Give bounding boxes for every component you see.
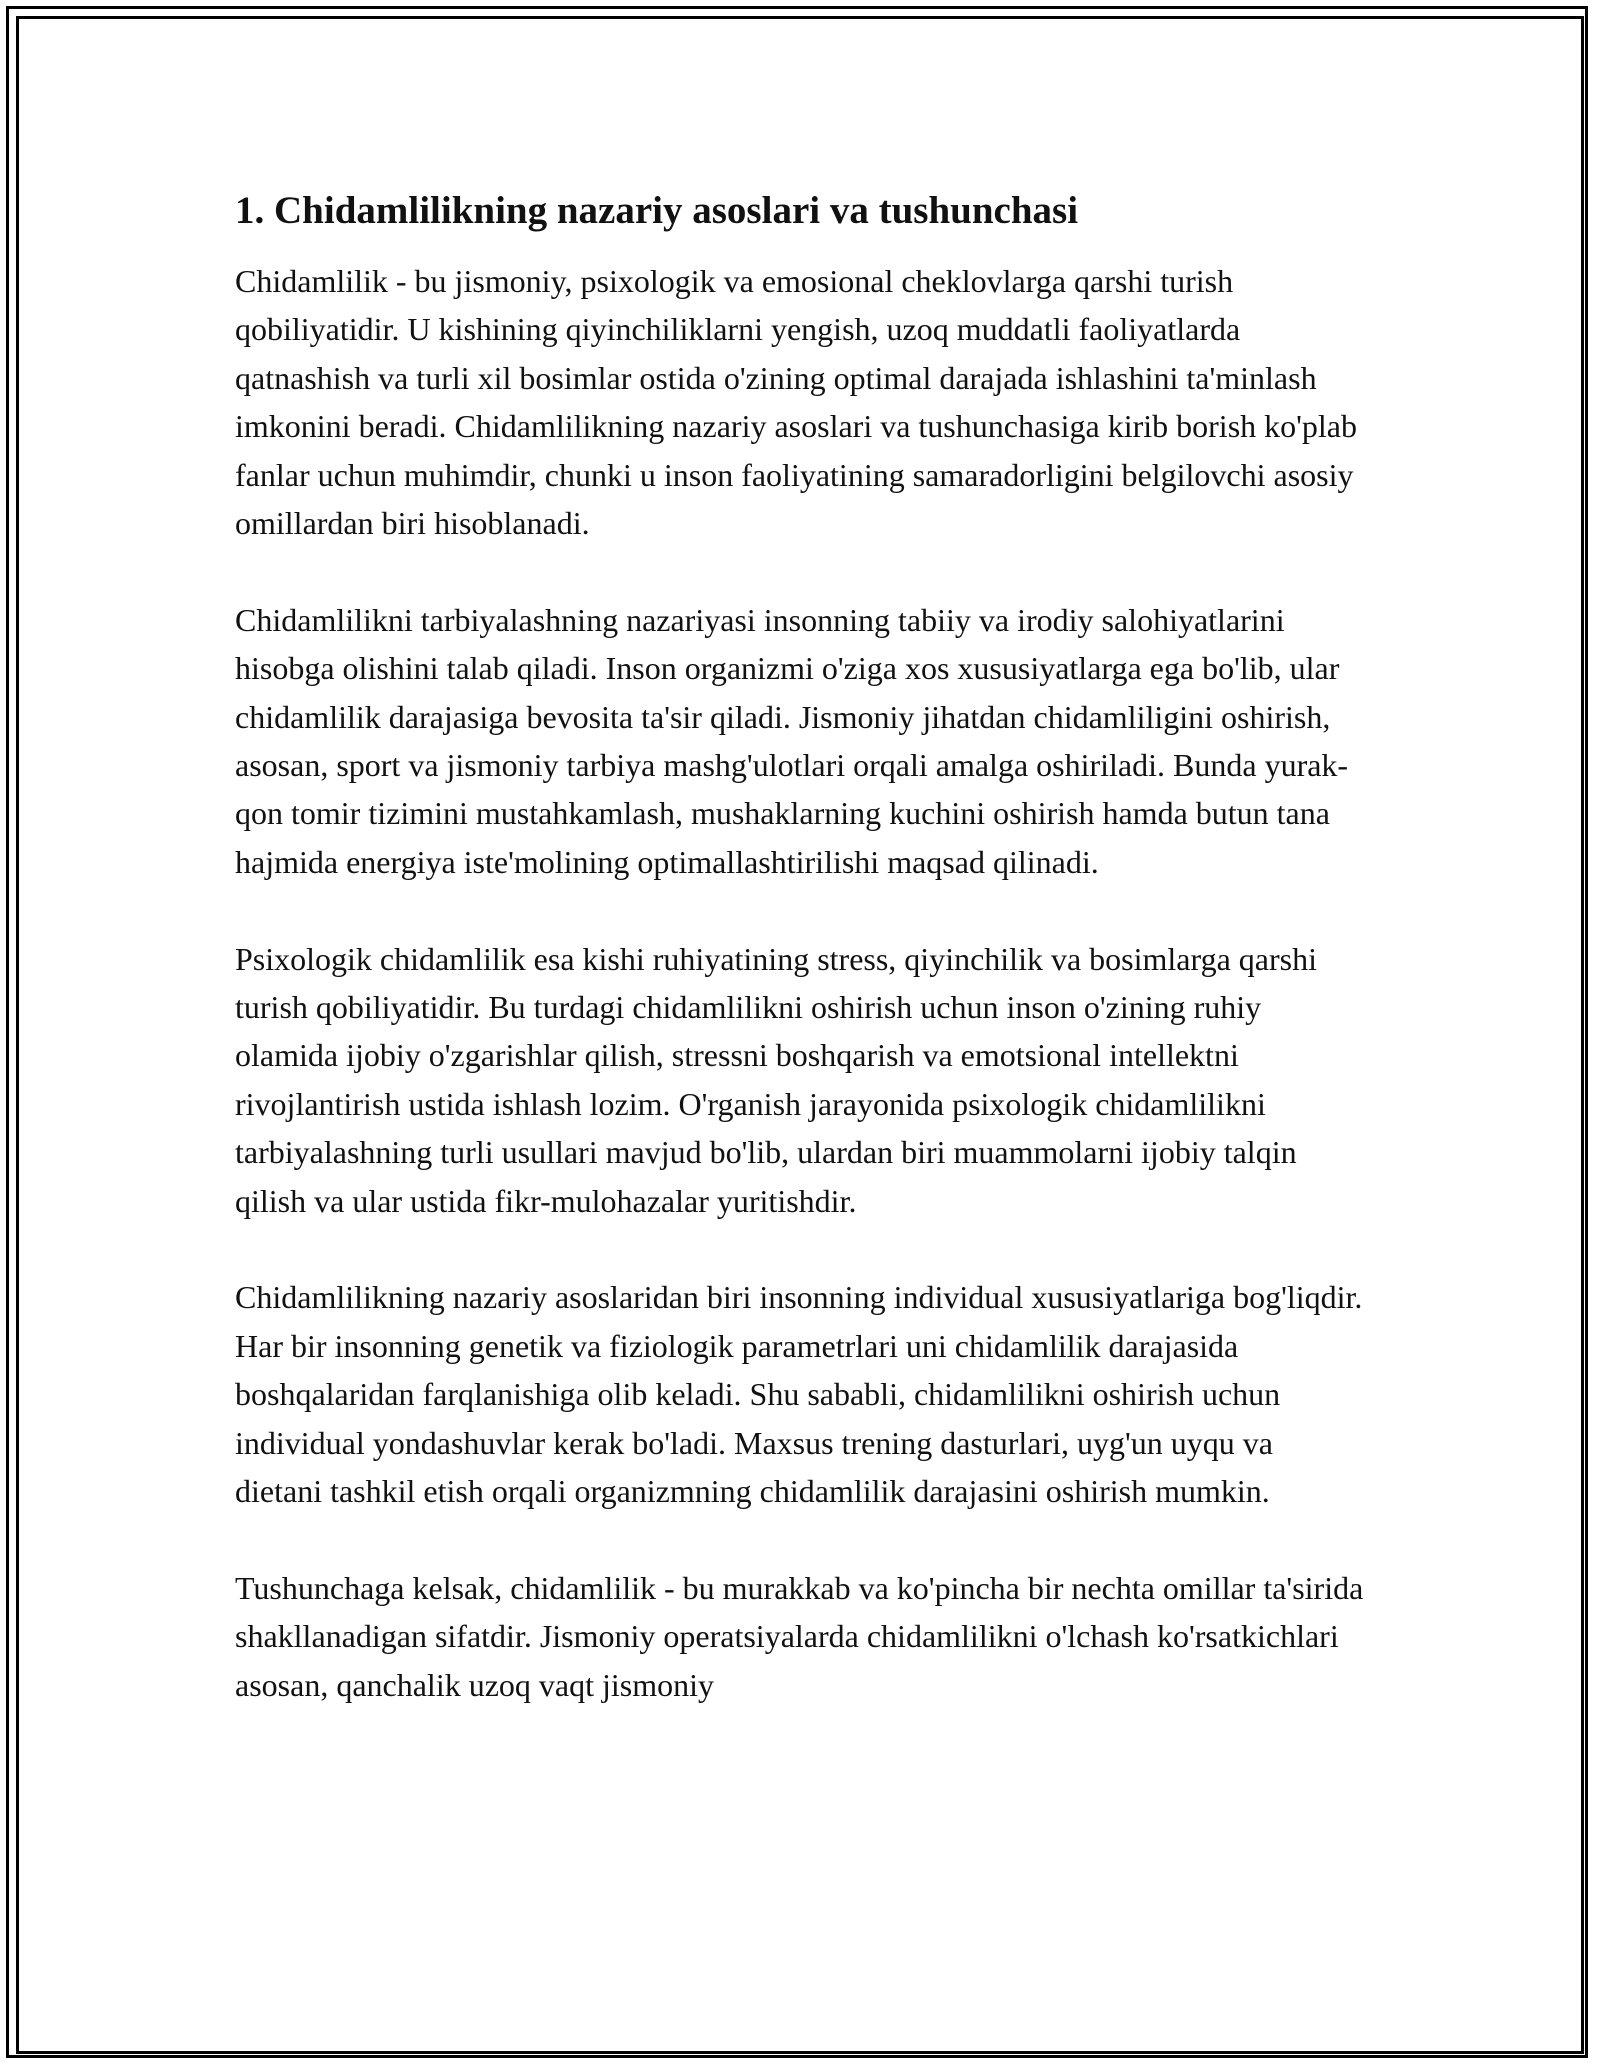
section-heading: 1. Chidamlilikning nazariy asoslari va tushunchasi xyxy=(235,189,1079,232)
paragraph: Chidamlilik - bu jismoniy, psixologik va emosional cheklovlarga qarshi turish qobiliyatidir. U kishining qiyinchiliklarni yengish, uzoq muddatli faoliyatlarda qatnashish va turli xil bosimlar ostida o'zining optimal darajada ishlashini ta'minlash imkonini beradi. Chidamlilikning nazariy asoslari va tushunchasiga kirib borish ko'plab fanlar uchun muhimdir, chunki u inson faoliyatining samaradorligini belgilovchi asosiy omillardan biri hisoblanadi. xyxy=(235,263,1357,542)
paragraph: Psixologik chidamlilik esa kishi ruhiyatining stress, qiyinchilik va bosimlarga qarshi turish qobiliyatidir. Bu turdagi chidamlilikni oshirish uchun inson o'zining ruhiy olamida ijobiy o'zgarishlar qilish, stressni boshqarish va emotsional intellektni rivojlantirish ustida ishlash lozim. O'rganish jarayonida psixologik chidamlilikni tarbiyalashning turli usullari mavjud bo'lib, ulardan biri muammolarni ijobiy talqin qilish va ular ustida fikr-mulohazalar yuritishdir. xyxy=(235,940,1317,1219)
document-body xyxy=(235,185,1365,1758)
paragraph: Chidamlilikning nazariy asoslaridan biri insonning individual xususiyatlariga bog'liqdir. Har bir insonning genetik va fiziologik parametrlari uni chidamlilik darajasida boshqalaridan farqlanishiga olib keladi. Shu sababli, chidamlilikni oshirish uchun individual yondashuvlar kerak bo'ladi. Maxsus trening dasturlari, uyg'un uyqu va dietani tashkil etish orqali organizmning chidamlilik darajasini oshirish mumkin. xyxy=(235,1279,1363,1510)
paragraph: Tushunchaga kelsak, chidamlilik - bu murakkab va ko'pincha bir nechta omillar ta'sirida shakllanadigan sifatdir. Jismoniy operatsiyalarda chidamlilikni o'lchash ko'rsatkichlari asosan, qanchalik uzoq vaqt jismoniy xyxy=(235,1569,1364,1703)
paragraph: Chidamlilikni tarbiyalashning nazariyasi insonning tabiiy va irodiy salohiyatlarini hisobga olishini talab qiladi. Inson organizmi o'ziga xos xususiyatlarga ega bo'lib, ular chidamlilik darajasiga bevosita ta'sir qiladi. Jismoniy jihatdan chidamliligini oshirish, asosan, sport va jismoniy tarbiya mashg'ulotlari orqali amalga oshiriladi. Bunda yurak-qon tomir tizimini mustahkamlash, mushaklarning kuchini oshirish hamda butun tana hajmida energiya iste'molining optimallashtirilishi maqsad qilinadi. xyxy=(235,601,1349,880)
